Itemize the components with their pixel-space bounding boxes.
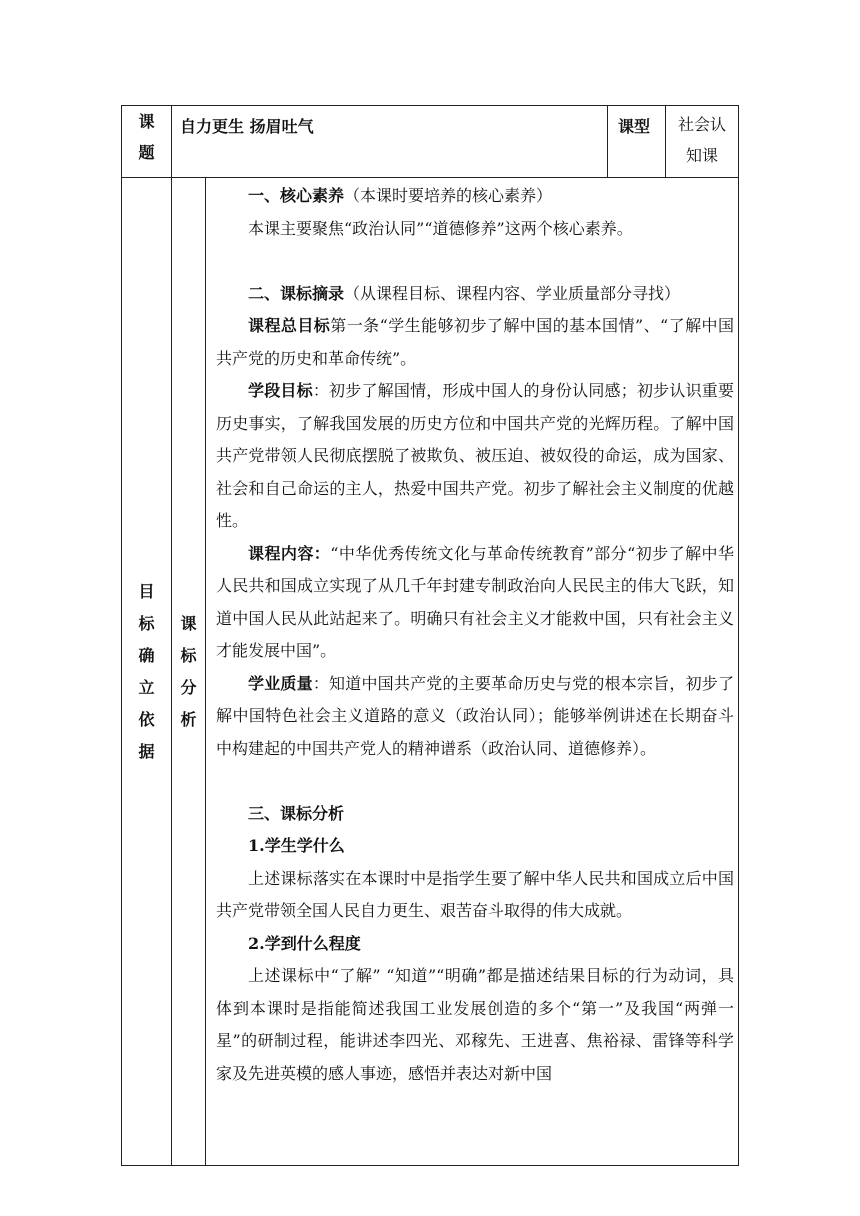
- topic-label-char: 课: [138, 112, 155, 131]
- header-row: [122, 106, 739, 178]
- lesson-title: 自力更生 扬眉吐气: [172, 106, 608, 178]
- stage-goal-label: 学段目标: [248, 381, 313, 400]
- question-1-text: 上述课标落实在本课时中是指学生要了解中华人民共和国成立后中国共产党带领全国人民自力更生、艰苦奋斗取得的伟大成就。: [216, 868, 735, 920]
- section-heading: 一、核心素养: [248, 186, 345, 205]
- lesson-type-value-cell: [666, 106, 739, 178]
- course-content-label: 课程内容：: [248, 543, 331, 563]
- standard-analysis-char: 析: [180, 709, 197, 729]
- stage-goal-text: ：初步了解国情，形成中国人的身份认同感；初步认识重要历史事实，了解我国发展的历史方位和中国共产党的光辉历程。了解中国共产党带领人民彻底摆脱了被欺负、被压迫、被奴役的命运，成为国家、社会和自己命运的主人，热爱中国共产党。初步了解社会主义制度的优越性。: [216, 381, 735, 530]
- question-2-heading: 2.学到什么程度: [248, 933, 361, 953]
- quality-text: ：知道中国共产党的主要革命历史与党的根本宗旨，初步了解中国特色社会主义道路的意义（政治认同）；能够举例讲述在长期奋斗中构建起的中国共产党人的精神谱系（政治认同、道德修养）。: [216, 673, 735, 758]
- section-3-heading: 三、课标分析: [248, 803, 345, 823]
- section-heading: 二、课标摘录: [248, 283, 345, 303]
- target-basis-char: 依: [138, 709, 155, 729]
- course-goal-label: 课程总目标: [248, 316, 331, 335]
- standard-analysis-label: [172, 178, 206, 1166]
- target-basis-char: 标: [138, 613, 155, 633]
- lesson-type-value-line: 知课: [686, 146, 719, 165]
- section-1-body: 本课主要聚焦“政治认同”“道德修养”这两个核心素养。: [248, 218, 633, 238]
- analysis-content: [206, 178, 739, 1166]
- course-content-paragraph: [216, 538, 734, 668]
- body-row: [122, 178, 739, 1166]
- section-2-heading-line: [216, 278, 734, 311]
- lesson-type-label: 课型: [608, 106, 666, 178]
- standard-analysis-char: 课: [180, 613, 197, 633]
- target-basis-char: 目: [138, 581, 155, 601]
- target-basis-char: 确: [138, 645, 155, 665]
- target-basis-label: [122, 178, 172, 1166]
- question-2-text: 上述课标中“了解” “知道”“明确”都是描述结果目标的行为动词，具体到本课时是指能简述我国工业发展创造的多个“第一”及我国“两弹一星”的研制过程，能讲述李四光、邓稼先、王进喜、焦裕禄、雷锋等科学家及先进英模的感人事迹，感悟并表达对新中国: [216, 966, 735, 1083]
- target-basis-char: 据: [138, 741, 155, 761]
- course-content-text: “中华优秀传统文化与革命传统教育”部分“初步了解中华人民共和国成立实现了从几千年封建专制政治向人民民主的伟大飞跃，知道中国人民从此站起来了。明确只有社会主义才能救中国，只有社会主义才能发展中国”。: [216, 543, 735, 660]
- course-goal-text: 第一条“学生能够初步了解中国的基本国情”、“了解中国共产党的历史和革命传统”。: [216, 316, 735, 368]
- standard-analysis-char: 分: [180, 677, 197, 697]
- lesson-plan-table: [121, 105, 739, 1166]
- quality-label: 学业质量: [248, 673, 313, 693]
- standard-analysis-char: 标: [180, 645, 197, 665]
- section-note: （本课时要培养的核心素养）: [344, 186, 553, 205]
- course-goal-paragraph: [216, 310, 734, 375]
- topic-label-cell: [122, 106, 172, 178]
- section-1-heading-line: [216, 180, 734, 213]
- section-note: （从课程目标、课程内容、学业质量部分寻找）: [344, 283, 681, 303]
- quality-paragraph: [216, 668, 734, 766]
- lesson-type-value-line: 社会认: [678, 115, 727, 134]
- target-basis-char: 立: [138, 677, 155, 697]
- stage-goal-paragraph: [216, 375, 734, 538]
- question-1-heading: 1.学生学什么: [248, 836, 345, 855]
- topic-label-char: 题: [138, 143, 155, 162]
